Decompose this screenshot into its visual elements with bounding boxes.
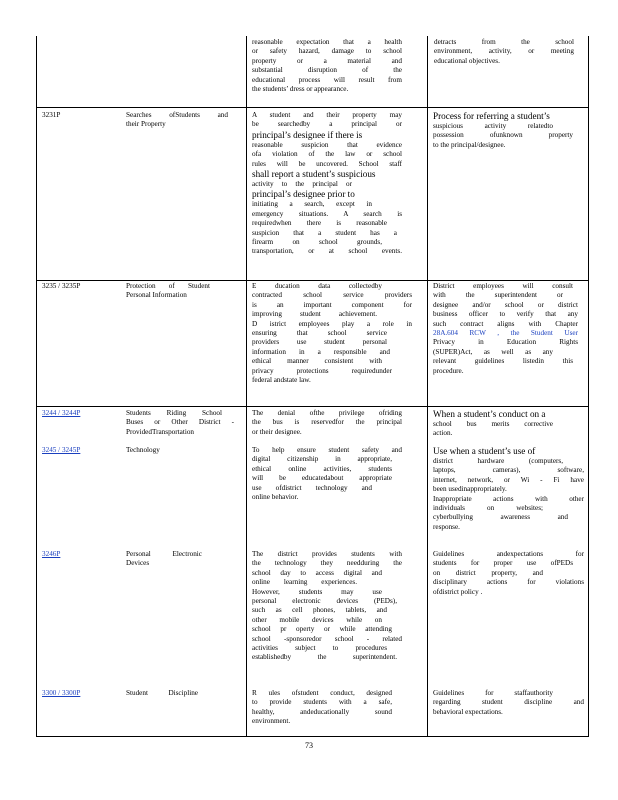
text-line: school pr operty or while attending (252, 625, 392, 634)
text-line: will be educatedabout appropriate (252, 474, 392, 483)
text-line: their Property (126, 120, 166, 129)
guidance-cell (424, 409, 584, 439)
text-line: activity to the principal or (252, 180, 352, 189)
text-line: been usedinappropriately. (433, 485, 507, 494)
row-divider (36, 107, 589, 108)
text-line: online behavior. (252, 493, 299, 502)
policy-title: Technology (126, 446, 160, 454)
text-line: rules will be uncovered. School staff (252, 159, 402, 168)
text-line: information in a responsible and (252, 347, 390, 356)
text-line: or their designee. (252, 427, 302, 436)
text-line: When a student’s conduct on a (433, 409, 546, 419)
text-line: educational process will result from (252, 75, 402, 84)
text-line: ethical online activities, students (252, 464, 392, 473)
guidance-cell (424, 111, 579, 150)
policy-title (126, 282, 210, 301)
policy-title (126, 550, 202, 569)
policy-number-link[interactable]: 3244 / 3244P (42, 409, 81, 417)
text-line: The denial ofthe privilege ofriding (252, 409, 402, 417)
text-line: detracts from the school (434, 38, 574, 46)
text-line: firearm on school grounds, (252, 238, 382, 247)
description-cell (252, 38, 402, 94)
text-line: transportation, or at school events. (252, 247, 402, 256)
text-line: R ules ofstudent conduct, designed (252, 689, 392, 697)
text-line: The district provides students with (252, 550, 402, 558)
text-line: procedure. (433, 366, 464, 375)
text-line: environment, activity, or meeting (434, 47, 574, 56)
text-line: suspicious activity relatedto (433, 122, 553, 130)
text-line: reasonable expectation that a health (252, 38, 402, 46)
text-line: such as cell phones, tablets, and (252, 606, 387, 615)
table-column-divider-2 (246, 36, 247, 736)
text-line: ofa violation of the law or school (252, 150, 402, 159)
text-line: Students Riding School (126, 409, 222, 417)
text-line: D istrict employees play a role in (252, 319, 412, 328)
text-line: (SUPER)Act, as well as any (433, 347, 553, 356)
page-number: 73 (305, 741, 313, 750)
policy-title (126, 111, 228, 130)
text-line: relevant guidelines listedin this (433, 357, 573, 366)
text-line: principal’s designee prior to (252, 189, 355, 200)
text-line: to the principal/designee. (433, 140, 506, 149)
row-divider (36, 280, 589, 281)
rcw-link[interactable]: 28A.604 RCW , the Student User (433, 329, 578, 338)
guidance-cell (424, 689, 584, 717)
text-line: to provide students with a safe, (252, 698, 392, 707)
text-line: Inappropriate actions with other (433, 494, 584, 503)
text-line: or safety hazard, damage to school (252, 47, 402, 56)
text-line: personal electronic devices (PEDs), (252, 597, 397, 606)
text-line: District employees will consult (433, 282, 573, 290)
text-line: be searchedby a principal or (252, 120, 402, 129)
text-line: individuals on websites; (433, 504, 543, 513)
text-line: improving student achievement. (252, 310, 377, 319)
description-cell (252, 446, 402, 502)
text-line: Personal Electronic (126, 550, 202, 558)
text-line: internet, network, or Wi - Fi have (433, 475, 584, 484)
text-line: providers use student personal (252, 338, 387, 347)
text-line: digital citizenship in appropriate, (252, 455, 392, 464)
text-line: property or a material and (252, 56, 402, 65)
policy-number-link[interactable]: 3245 / 3245P (42, 446, 81, 454)
text-line: E ducation data collectedby (252, 282, 382, 290)
text-line: activities subject to procedures (252, 644, 387, 653)
text-line: ofdistrict policy . (433, 587, 483, 596)
text-line: students for proper use ofPEDs (433, 559, 573, 568)
text-line: ProvidedTransportation (126, 427, 195, 436)
text-line: district hardware (computers, (433, 457, 563, 465)
text-line: principal’s designee if there is (252, 129, 363, 140)
text-line: behavioral expectations. (433, 707, 503, 716)
text-line: privacy protections requiredunder (252, 366, 392, 375)
text-line: school day to access digital and (252, 568, 382, 577)
text-line: emergency situations. A search is (252, 209, 402, 218)
text-line: possession ofunknown property (433, 131, 573, 140)
table-left-border (36, 36, 37, 736)
text-line: use ofdistrict technology and (252, 483, 372, 492)
text-line: Student Discipline (126, 689, 198, 697)
text-line: such contract aligns with Chapter (433, 319, 578, 328)
text-line: establishedby the superintendent. (252, 653, 397, 662)
text-line: business officer to verify that any (433, 310, 578, 319)
guidance-cell (424, 550, 584, 597)
policy-title (126, 689, 198, 698)
text-line: federal andstate law. (252, 376, 311, 385)
text-line: the technology they needduring the (252, 559, 402, 568)
policy-number-link[interactable]: 3246P (42, 550, 61, 558)
text-line: Use when a student’s use of (433, 446, 536, 456)
text-line: requiredwhen there is reasonable (252, 219, 387, 228)
text-line: online learning experiences. (252, 578, 357, 587)
text-line: disciplinary actions for violations (433, 578, 584, 587)
description-cell (252, 111, 402, 257)
text-line: educational objectives. (434, 56, 500, 65)
text-line: ethical manner consistent with (252, 357, 382, 366)
text-line: response. (433, 522, 460, 531)
guidance-cell (424, 446, 584, 532)
text-line: the bus is reservedfor the principal (252, 418, 402, 427)
text-line: reasonable suspicion that evidence (252, 140, 402, 149)
text-line: cyberbullying awareness and (433, 513, 568, 522)
text-line: contracted school service providers (252, 291, 412, 300)
text-line: on district property, and (433, 568, 543, 577)
text-line: with the superintendent or (433, 291, 563, 300)
description-cell (252, 409, 402, 437)
text-line: school bus merits corrective (433, 420, 553, 428)
text-line: suspicion that a student has a (252, 228, 397, 237)
text-line: Process for referring a student’s (433, 111, 550, 121)
text-line: is an important component for (252, 300, 412, 309)
guidance-cell (434, 38, 574, 66)
text-line: However, students may use (252, 587, 382, 596)
text-line: Buses or Other District - (126, 418, 234, 427)
text-line: shall report a student’s suspicious (252, 169, 376, 180)
text-line: school -sponsoredor school - related (252, 634, 402, 643)
text-line: initiating a search, except in (252, 200, 372, 209)
text-line: action. (433, 429, 453, 438)
text-line: Protection of Student (126, 282, 210, 290)
text-line: Guidelines andexpectations for (433, 550, 584, 558)
text-line: ensuring that school service (252, 329, 387, 338)
policy-number-link[interactable]: 3300 / 3300P (42, 689, 81, 697)
text-line: regarding student discipline and (433, 698, 584, 707)
policy-number: 3235 / 3235P (42, 282, 81, 290)
table-right-border (588, 36, 589, 736)
text-line: Devices (126, 559, 150, 568)
description-cell (252, 282, 412, 385)
row-divider (36, 406, 589, 407)
text-line: healthy, andeducationally sound (252, 707, 392, 716)
text-line: designee and/or school or district (433, 300, 578, 309)
text-line: To help ensure student safety and (252, 446, 402, 454)
guidance-cell (424, 282, 584, 376)
text-line: other mobile devices while on (252, 615, 382, 624)
text-line: environment. (252, 717, 291, 726)
text-line: laptops, cameras), software, (433, 466, 584, 475)
text-line: Searches ofStudents and (126, 111, 228, 119)
text-line: A student and their property may (252, 111, 402, 119)
description-cell (252, 550, 402, 663)
policy-number: 3231P (42, 111, 61, 119)
table-bottom-border (36, 736, 589, 737)
text-line: the students’ dress or appearance. (252, 85, 349, 94)
text-line: Privacy in Education Rights (433, 338, 578, 347)
text-line: substantial disruption of the (252, 66, 402, 75)
policy-title (126, 409, 234, 437)
text-line: Guidelines for staffauthority (433, 689, 553, 697)
description-cell (252, 689, 392, 727)
text-line: Personal Information (126, 291, 187, 300)
